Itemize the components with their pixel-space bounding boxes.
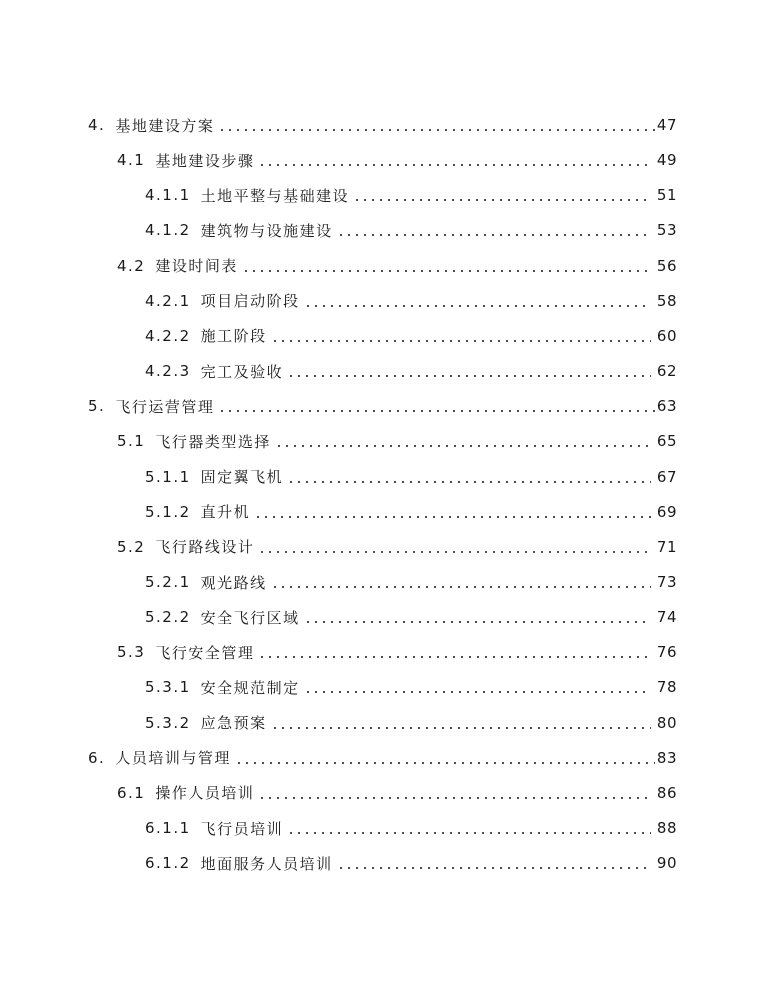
toc-entry-number: 4.1.1 — [145, 186, 191, 205]
toc-entry-number: 5. — [88, 397, 106, 416]
toc-entry[interactable] — [117, 254, 677, 278]
toc-entry-title: 施工阶段 — [200, 327, 267, 346]
toc-entry-page-number: 80 — [656, 713, 677, 732]
toc-entry-number: 4.2.1 — [145, 291, 191, 310]
toc-entry-page-number: 56 — [656, 256, 677, 275]
toc-entry-page-number: 62 — [656, 362, 677, 380]
toc-entry-page-number: 76 — [656, 643, 677, 662]
toc-entry-title: 安全规范制定 — [200, 678, 300, 697]
toc-entry[interactable] — [88, 113, 677, 137]
toc-entry-number: 4.1.2 — [145, 221, 191, 240]
toc-dot-leader — [258, 640, 651, 664]
toc-dot-leader — [242, 254, 651, 278]
toc-entry-number: 6. — [88, 748, 106, 767]
toc-dot-leader — [258, 781, 651, 805]
toc-entry-page-number: 49 — [656, 151, 677, 170]
toc-entry-number: 5.2 — [117, 537, 146, 556]
toc-entry-number: 4. — [88, 116, 106, 134]
toc-dot-leader — [271, 570, 651, 594]
toc-dot-leader — [304, 675, 651, 699]
toc-entry-title: 建筑物与设施建设 — [200, 221, 333, 240]
toc-entry-page-number: 78 — [656, 678, 677, 697]
toc-entry-page-number: 60 — [656, 326, 677, 345]
toc-entry-title: 固定翼飞机 — [200, 468, 284, 486]
toc-entry-title: 飞行运营管理 — [115, 397, 215, 416]
toc-entry[interactable] — [145, 851, 677, 875]
toc-dot-leader — [337, 218, 651, 242]
toc-entry-number: 5.3.2 — [145, 713, 191, 732]
toc-entry-page-number: 83 — [656, 748, 677, 767]
toc-entry-number: 6.1 — [117, 783, 146, 802]
toc-entry-page-number: 47 — [656, 116, 677, 134]
toc-entry-number: 5.1.2 — [145, 502, 191, 521]
toc-entry-title: 飞行器类型选择 — [155, 432, 271, 451]
toc-entry-number: 6.1.1 — [145, 819, 191, 837]
toc-dot-leader — [218, 113, 655, 137]
toc-entry-page-number: 74 — [656, 608, 677, 627]
toc-entry-page-number: 86 — [656, 783, 677, 802]
toc-entry-page-number: 69 — [656, 502, 677, 521]
toc-entry-number: 5.1 — [117, 432, 146, 451]
toc-entry[interactable] — [88, 394, 677, 418]
toc-entry-title: 观光路线 — [200, 573, 267, 592]
toc-entry-title: 地面服务人员培训 — [200, 854, 333, 873]
toc-dot-leader — [258, 148, 651, 172]
toc-entry-number: 5.2.2 — [145, 608, 191, 627]
toc-dot-leader — [287, 359, 651, 383]
toc-entry-title: 飞行安全管理 — [155, 643, 255, 662]
toc-entry-page-number: 88 — [656, 819, 677, 837]
toc-entry[interactable] — [117, 781, 677, 805]
toc-entry[interactable] — [145, 183, 677, 207]
toc-dot-leader — [271, 711, 651, 735]
toc-dot-leader — [254, 500, 651, 524]
toc-entry[interactable] — [145, 289, 677, 313]
toc-entry-title: 人员培训与管理 — [115, 749, 231, 768]
toc-dot-leader — [271, 324, 651, 348]
toc-entry-number: 5.3.1 — [145, 678, 191, 697]
toc-dot-leader — [304, 605, 651, 629]
toc-entry-page-number: 71 — [656, 537, 677, 556]
toc-dot-leader — [353, 183, 651, 207]
toc-entry-title: 土地平整与基础建设 — [200, 186, 350, 205]
toc-entry[interactable] — [117, 148, 677, 172]
toc-entry-title: 建设时间表 — [155, 257, 238, 276]
toc-dot-leader — [287, 465, 651, 489]
toc-entry-title: 操作人员培训 — [155, 784, 255, 803]
toc-entry[interactable] — [145, 465, 677, 489]
toc-entry-number: 5.1.1 — [145, 467, 191, 486]
toc-entry-page-number: 90 — [656, 854, 677, 873]
toc-entry-title: 安全飞行区域 — [200, 608, 300, 627]
toc-entry-page-number: 53 — [656, 221, 677, 240]
toc-entry-number: 4.2.3 — [145, 362, 191, 380]
toc-entry[interactable] — [145, 816, 677, 840]
toc-entry-title: 完工及验收 — [200, 362, 284, 381]
toc-entry[interactable] — [117, 535, 677, 559]
toc-entry-number: 5.3 — [117, 643, 146, 662]
toc-entry-number: 4.1 — [117, 151, 146, 170]
toc-entry[interactable] — [88, 746, 677, 770]
toc-entry[interactable] — [145, 218, 677, 242]
toc-entry-page-number: 73 — [656, 573, 677, 591]
toc-entry-page-number: 51 — [656, 186, 677, 205]
toc-entry-title: 飞行路线设计 — [155, 538, 255, 557]
toc-entry[interactable] — [145, 359, 677, 383]
toc-entry-title: 直升机 — [200, 503, 251, 522]
toc-entry[interactable] — [145, 605, 677, 629]
toc-entry-number: 4.2 — [117, 256, 146, 275]
toc-entry[interactable] — [117, 429, 677, 453]
toc-dot-leader — [304, 289, 651, 313]
toc-entry-title: 飞行员培训 — [200, 819, 284, 838]
toc-entry-page-number: 58 — [656, 291, 677, 310]
toc-entry[interactable] — [145, 570, 677, 594]
toc-entry-number: 4.2.2 — [145, 326, 191, 345]
toc-entry-title: 项目启动阶段 — [200, 292, 300, 311]
toc-entry-page-number: 65 — [656, 432, 677, 451]
toc-entry[interactable] — [145, 675, 677, 699]
toc-entry-title: 应急预案 — [200, 714, 267, 732]
toc-dot-leader — [258, 535, 651, 559]
toc-entry-number: 5.2.1 — [145, 573, 191, 591]
toc-entry[interactable] — [117, 640, 677, 664]
toc-entry-title: 基地建设方案 — [115, 116, 215, 135]
toc-dot-leader — [218, 394, 655, 418]
toc-dot-leader — [287, 816, 651, 840]
toc-entry[interactable] — [145, 324, 677, 348]
toc-entry-page-number: 67 — [656, 467, 677, 486]
toc-entry-number: 6.1.2 — [145, 854, 191, 873]
toc-dot-leader — [337, 851, 651, 875]
toc-entry-page-number: 63 — [656, 397, 677, 416]
toc-entry[interactable] — [145, 711, 677, 735]
toc-entry[interactable] — [145, 500, 677, 524]
toc-dot-leader — [275, 429, 651, 453]
toc-entry-title: 基地建设步骤 — [155, 151, 255, 170]
toc-dot-leader — [235, 746, 655, 770]
